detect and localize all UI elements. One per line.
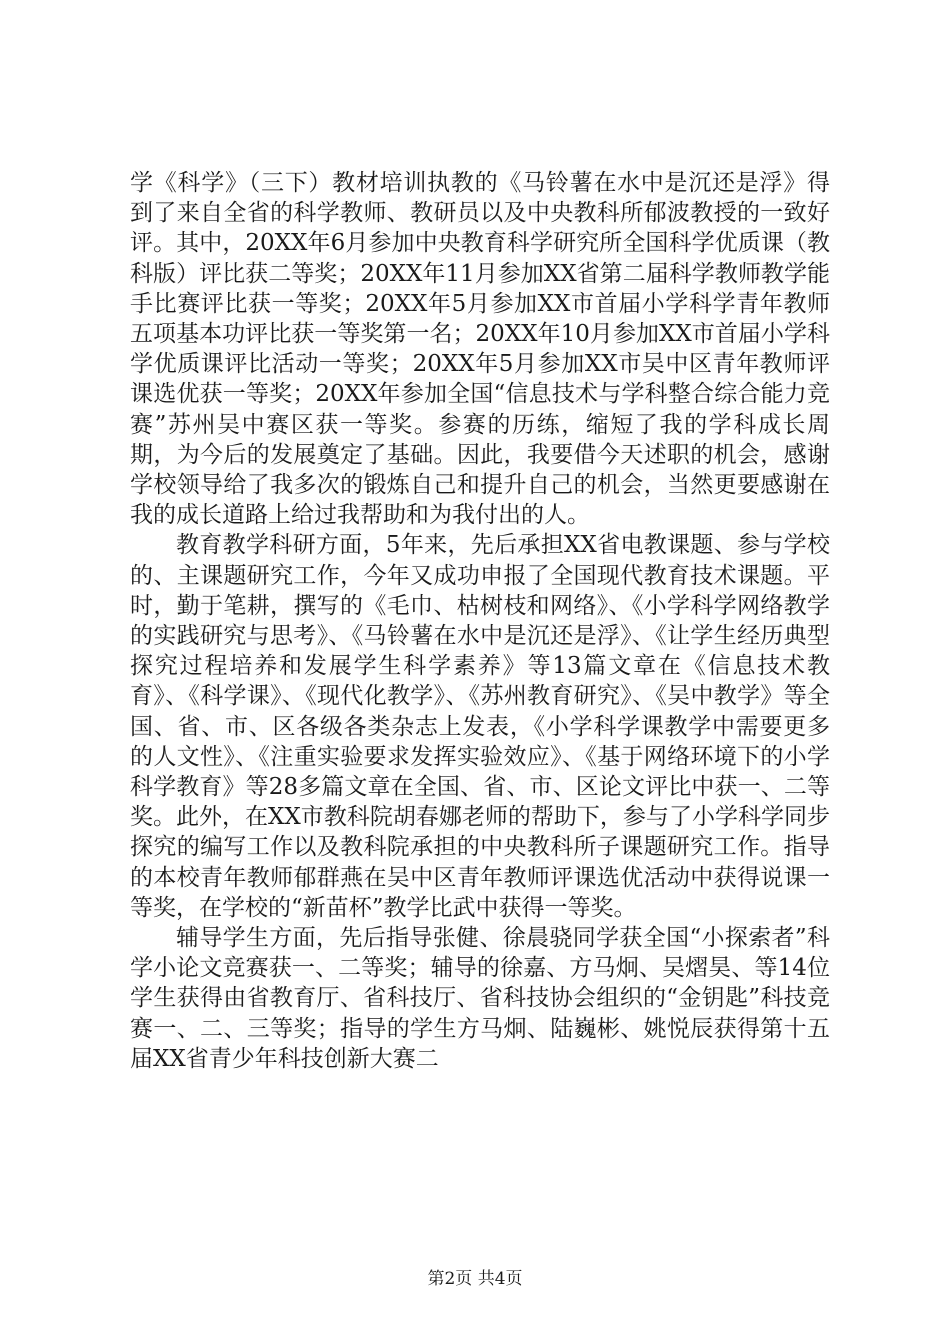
paragraph-student-guidance: 辅导学生方面，先后指导张健、徐晨骁同学获全国“小探索者”科学小论文竞赛获一、二等奖；辅导的徐嘉、方马炯、吴熠昊、等14位学生获得由省教育厅、省科技厅、省科技协会组织的“金钥匙”科技竞赛一、二、三等奖；指导的学生方马炯、陆巍彬、姚悦辰获得第十五届XX省青少年科技创新大赛二 [130, 925, 830, 1072]
document-body [130, 168, 830, 1074]
paragraph-research: 教育教学科研方面，5年来，先后承担XX省电教课题、参与学校的、主课题研究工作，今年又成功申报了全国现代教育技术课题。平时，勤于笔耕，撰写的《毛巾、枯树枝和网络》、《小学科学网络教学的实践研究与思考》、《马铃薯在水中是沉还是浮》、《让学生经历典型探究过程培养和发展学生科学素养》等13篇文章在《信息技术教育》、《科学课》、《现代化教学》、《苏州教育研究》、《吴中教学》等全国、省、市、区各级各类杂志上发表，《小学科学课教学中需要更多的人文性》、《注重实验要求发挥实验效应》、《基于网络环境下的小学科学教育》等28多篇文章在全国、省、市、区论文评比中获一、二等奖。此外，在XX市教科院胡春娜老师的帮助下，参与了小学科学同步探究的编写工作以及教科院承担的中央教科所子课题研究工作。指导的本校青年教师郁群燕在吴中区青年教师评课选优活动中获得说课一等奖，在学校的“新苗杯”教学比武中获得一等奖。 [130, 532, 830, 921]
paragraph-awards: 学《科学》（三下）教材培训执教的《马铃薯在水中是沉还是浮》得到了来自全省的科学教师、教研员以及中央教科所郁波教授的一致好评。其中，20XX年6月参加中央教育科学研究所全国科学优质课（教科版）评比获二等奖；20XX年11月参加XX省第二届科学教师教学能手比赛评比获一等奖；20XX年5月参加XX市首届小学科学青年教师五项基本功评比获一等奖第一名；20XX年10月参加XX市首届小学科学优质课评比活动一等奖；20XX年5月参加XX市吴中区青年教师评课选优获一等奖；20XX年参加全国“信息技术与学科整合综合能力竞赛”苏州吴中赛区获一等奖。参赛的历练，缩短了我的学科成长周期，为今后的发展奠定了基础。因此，我要借今天述职的机会，感谢学校领导给了我多次的锻炼自己和提升自己的机会，当然更要感谢在我的成长道路上给过我帮助和为我付出的人。 [130, 170, 830, 529]
page-footer [0, 1268, 950, 1290]
page-number: 第2页 共4页 [427, 1269, 523, 1289]
